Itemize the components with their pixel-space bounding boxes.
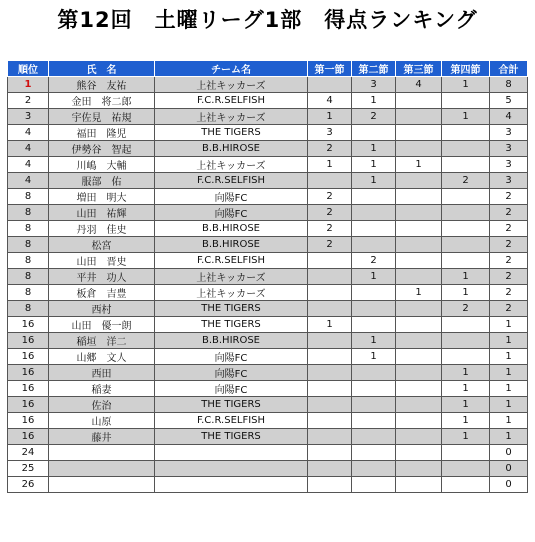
- section-2-cell: [352, 301, 396, 317]
- total-cell: 1: [490, 365, 528, 381]
- team-cell: 上社キッカーズ: [155, 285, 308, 301]
- section-1-cell: [308, 269, 352, 285]
- section-3-cell: [396, 253, 442, 269]
- total-cell: 2: [490, 189, 528, 205]
- section-3-cell: [396, 109, 442, 125]
- header-section-2: 第二節: [352, 61, 396, 77]
- section-1-cell: [308, 461, 352, 477]
- total-cell: 0: [490, 461, 528, 477]
- name-cell: 熊谷 友祐: [49, 77, 155, 93]
- total-cell: 1: [490, 333, 528, 349]
- team-cell: 上社キッカーズ: [155, 157, 308, 173]
- table-row: [8, 93, 528, 109]
- name-cell: 金田 将二郎: [49, 93, 155, 109]
- section-1-cell: 3: [308, 125, 352, 141]
- rank-cell: 25: [8, 461, 49, 477]
- section-3-cell: [396, 205, 442, 221]
- rank-cell: 16: [8, 349, 49, 365]
- table-row: [8, 365, 528, 381]
- table-row: [8, 173, 528, 189]
- name-cell: [49, 445, 155, 461]
- rank-cell: 16: [8, 413, 49, 429]
- team-cell: THE TIGERS: [155, 429, 308, 445]
- table-row: [8, 77, 528, 93]
- table-row: [8, 461, 528, 477]
- section-3-cell: [396, 317, 442, 333]
- rank-cell: 26: [8, 477, 49, 493]
- table-row: [8, 109, 528, 125]
- section-3-cell: 4: [396, 77, 442, 93]
- rank-cell: 8: [8, 205, 49, 221]
- section-4-cell: [442, 445, 490, 461]
- name-cell: 伊勢谷 智起: [49, 141, 155, 157]
- section-1-cell: [308, 333, 352, 349]
- section-1-cell: 1: [308, 157, 352, 173]
- header-section-4: 第四節: [442, 61, 490, 77]
- section-1-cell: [308, 397, 352, 413]
- header-total: 合計: [490, 61, 528, 77]
- name-cell: 藤井: [49, 429, 155, 445]
- team-cell: 向陽FC: [155, 189, 308, 205]
- section-1-cell: [308, 413, 352, 429]
- section-3-cell: [396, 333, 442, 349]
- section-4-cell: [442, 221, 490, 237]
- table-row: [8, 349, 528, 365]
- team-cell: F.C.R.SELFISH: [155, 253, 308, 269]
- rank-cell: 2: [8, 93, 49, 109]
- section-1-cell: [308, 285, 352, 301]
- total-cell: 1: [490, 349, 528, 365]
- rank-cell: 4: [8, 125, 49, 141]
- team-cell: [155, 445, 308, 461]
- rank-cell: 4: [8, 173, 49, 189]
- section-2-cell: [352, 429, 396, 445]
- section-2-cell: 1: [352, 349, 396, 365]
- rank-cell: 4: [8, 141, 49, 157]
- table-row: [8, 189, 528, 205]
- name-cell: 佐治: [49, 397, 155, 413]
- section-4-cell: 2: [442, 173, 490, 189]
- section-4-cell: 1: [442, 109, 490, 125]
- section-4-cell: [442, 189, 490, 205]
- name-cell: 山田 祐輝: [49, 205, 155, 221]
- team-cell: F.C.R.SELFISH: [155, 173, 308, 189]
- section-3-cell: [396, 269, 442, 285]
- team-cell: THE TIGERS: [155, 301, 308, 317]
- section-3-cell: [396, 141, 442, 157]
- name-cell: 宇佐見 祐規: [49, 109, 155, 125]
- total-cell: 2: [490, 221, 528, 237]
- name-cell: 川嶋 大輔: [49, 157, 155, 173]
- section-2-cell: [352, 237, 396, 253]
- section-3-cell: [396, 301, 442, 317]
- table-row: [8, 237, 528, 253]
- page-title: 第12回 土曜リーグ1部 得点ランキング: [57, 8, 478, 32]
- section-2-cell: 2: [352, 109, 396, 125]
- team-cell: 向陽FC: [155, 349, 308, 365]
- section-2-cell: [352, 413, 396, 429]
- table-row: [8, 413, 528, 429]
- table-row: [8, 157, 528, 173]
- section-3-cell: 1: [396, 157, 442, 173]
- name-cell: 西村: [49, 301, 155, 317]
- section-3-cell: [396, 477, 442, 493]
- section-3-cell: [396, 397, 442, 413]
- team-cell: 向陽FC: [155, 365, 308, 381]
- name-cell: 山田 優一朗: [49, 317, 155, 333]
- rank-cell: 8: [8, 285, 49, 301]
- section-4-cell: [442, 125, 490, 141]
- name-cell: 松宮: [49, 237, 155, 253]
- section-4-cell: [442, 253, 490, 269]
- section-2-cell: 1: [352, 157, 396, 173]
- header-row: [8, 61, 528, 77]
- name-cell: [49, 461, 155, 477]
- team-cell: B.B.HIROSE: [155, 237, 308, 253]
- total-cell: 2: [490, 269, 528, 285]
- team-cell: 上社キッカーズ: [155, 109, 308, 125]
- section-4-cell: 1: [442, 397, 490, 413]
- rank-cell: 8: [8, 189, 49, 205]
- section-4-cell: 1: [442, 269, 490, 285]
- section-4-cell: [442, 141, 490, 157]
- name-cell: 平井 功人: [49, 269, 155, 285]
- rank-cell: 16: [8, 381, 49, 397]
- header-rank: 順位: [8, 61, 49, 77]
- section-2-cell: [352, 205, 396, 221]
- name-cell: 服部 佑: [49, 173, 155, 189]
- section-2-cell: 1: [352, 93, 396, 109]
- section-4-cell: [442, 349, 490, 365]
- rank-cell: 8: [8, 269, 49, 285]
- total-cell: 4: [490, 109, 528, 125]
- section-2-cell: [352, 461, 396, 477]
- section-2-cell: [352, 397, 396, 413]
- team-cell: F.C.R.SELFISH: [155, 413, 308, 429]
- team-cell: 上社キッカーズ: [155, 269, 308, 285]
- name-cell: 福田 隆児: [49, 125, 155, 141]
- section-4-cell: 1: [442, 365, 490, 381]
- table-row: [8, 445, 528, 461]
- rank-cell: 8: [8, 237, 49, 253]
- section-3-cell: [396, 125, 442, 141]
- total-cell: 0: [490, 477, 528, 493]
- section-4-cell: [442, 205, 490, 221]
- section-2-cell: [352, 365, 396, 381]
- section-1-cell: [308, 349, 352, 365]
- section-4-cell: [442, 461, 490, 477]
- section-4-cell: [442, 477, 490, 493]
- rank-cell: 4: [8, 157, 49, 173]
- team-cell: F.C.R.SELFISH: [155, 93, 308, 109]
- section-1-cell: [308, 477, 352, 493]
- name-cell: 稲妻: [49, 381, 155, 397]
- section-1-cell: 2: [308, 189, 352, 205]
- total-cell: 1: [490, 397, 528, 413]
- table-row: [8, 253, 528, 269]
- section-2-cell: [352, 221, 396, 237]
- section-1-cell: [308, 301, 352, 317]
- section-2-cell: 2: [352, 253, 396, 269]
- section-4-cell: [442, 333, 490, 349]
- section-1-cell: 1: [308, 317, 352, 333]
- section-1-cell: [308, 445, 352, 461]
- team-cell: B.B.HIROSE: [155, 221, 308, 237]
- total-cell: 2: [490, 205, 528, 221]
- table-row: [8, 429, 528, 445]
- rank-cell: 16: [8, 333, 49, 349]
- section-1-cell: [308, 77, 352, 93]
- table-row: [8, 397, 528, 413]
- table-row: [8, 141, 528, 157]
- table-row: [8, 269, 528, 285]
- total-cell: 8: [490, 77, 528, 93]
- name-cell: 西田: [49, 365, 155, 381]
- team-cell: 向陽FC: [155, 205, 308, 221]
- section-3-cell: [396, 413, 442, 429]
- total-cell: 3: [490, 173, 528, 189]
- team-cell: THE TIGERS: [155, 317, 308, 333]
- total-cell: 3: [490, 157, 528, 173]
- section-4-cell: 1: [442, 381, 490, 397]
- header-team: チーム名: [155, 61, 308, 77]
- name-cell: 山原: [49, 413, 155, 429]
- section-1-cell: [308, 173, 352, 189]
- table-row: [8, 125, 528, 141]
- team-cell: [155, 461, 308, 477]
- team-cell: 上社キッカーズ: [155, 77, 308, 93]
- table-row: [8, 381, 528, 397]
- section-3-cell: [396, 237, 442, 253]
- total-cell: 5: [490, 93, 528, 109]
- section-3-cell: [396, 173, 442, 189]
- section-4-cell: 1: [442, 429, 490, 445]
- rank-cell: 16: [8, 317, 49, 333]
- team-cell: [155, 477, 308, 493]
- total-cell: 3: [490, 141, 528, 157]
- total-cell: 1: [490, 381, 528, 397]
- rank-cell: 8: [8, 221, 49, 237]
- table-row: [8, 205, 528, 221]
- section-1-cell: 2: [308, 205, 352, 221]
- section-2-cell: 3: [352, 77, 396, 93]
- name-cell: 山田 晋史: [49, 253, 155, 269]
- team-cell: B.B.HIROSE: [155, 141, 308, 157]
- section-3-cell: [396, 461, 442, 477]
- section-4-cell: 1: [442, 77, 490, 93]
- total-cell: 2: [490, 237, 528, 253]
- section-2-cell: 1: [352, 333, 396, 349]
- section-2-cell: [352, 285, 396, 301]
- header-name: 氏 名: [49, 61, 155, 77]
- team-cell: 向陽FC: [155, 381, 308, 397]
- total-cell: 1: [490, 317, 528, 333]
- section-2-cell: [352, 445, 396, 461]
- section-4-cell: 1: [442, 285, 490, 301]
- table-row: [8, 285, 528, 301]
- rank-cell: 24: [8, 445, 49, 461]
- header-section-1: 第一節: [308, 61, 352, 77]
- rank-cell: 1: [8, 77, 49, 93]
- name-cell: 板倉 吉豊: [49, 285, 155, 301]
- section-3-cell: [396, 221, 442, 237]
- section-1-cell: [308, 253, 352, 269]
- rank-cell: 8: [8, 301, 49, 317]
- team-cell: THE TIGERS: [155, 397, 308, 413]
- team-cell: B.B.HIROSE: [155, 333, 308, 349]
- total-cell: 3: [490, 125, 528, 141]
- section-3-cell: [396, 365, 442, 381]
- name-cell: 稲垣 洋二: [49, 333, 155, 349]
- section-3-cell: [396, 381, 442, 397]
- rank-cell: 16: [8, 429, 49, 445]
- header-section-3: 第三節: [396, 61, 442, 77]
- section-4-cell: 1: [442, 413, 490, 429]
- table-row: [8, 317, 528, 333]
- section-1-cell: [308, 381, 352, 397]
- section-1-cell: [308, 429, 352, 445]
- section-3-cell: [396, 429, 442, 445]
- total-cell: 2: [490, 285, 528, 301]
- rank-cell: 3: [8, 109, 49, 125]
- section-4-cell: 2: [442, 301, 490, 317]
- total-cell: 1: [490, 413, 528, 429]
- total-cell: 0: [490, 445, 528, 461]
- table-row: [8, 221, 528, 237]
- total-cell: 1: [490, 429, 528, 445]
- section-3-cell: 1: [396, 285, 442, 301]
- name-cell: 丹羽 佳史: [49, 221, 155, 237]
- section-4-cell: [442, 157, 490, 173]
- total-cell: 2: [490, 253, 528, 269]
- name-cell: [49, 477, 155, 493]
- ranking-table: [7, 60, 528, 493]
- section-2-cell: [352, 317, 396, 333]
- section-3-cell: [396, 189, 442, 205]
- section-1-cell: 4: [308, 93, 352, 109]
- section-1-cell: [308, 365, 352, 381]
- section-2-cell: 1: [352, 173, 396, 189]
- section-3-cell: [396, 445, 442, 461]
- rank-cell: 16: [8, 397, 49, 413]
- table-row: [8, 477, 528, 493]
- section-1-cell: 1: [308, 109, 352, 125]
- total-cell: 2: [490, 301, 528, 317]
- name-cell: 増田 明大: [49, 189, 155, 205]
- name-cell: 山郷 文人: [49, 349, 155, 365]
- section-2-cell: [352, 125, 396, 141]
- rank-cell: 16: [8, 365, 49, 381]
- section-3-cell: [396, 349, 442, 365]
- section-3-cell: [396, 93, 442, 109]
- section-2-cell: 1: [352, 269, 396, 285]
- section-1-cell: 2: [308, 237, 352, 253]
- section-1-cell: 2: [308, 141, 352, 157]
- section-4-cell: [442, 317, 490, 333]
- section-1-cell: 2: [308, 221, 352, 237]
- team-cell: THE TIGERS: [155, 125, 308, 141]
- section-2-cell: 1: [352, 141, 396, 157]
- table-row: [8, 333, 528, 349]
- section-2-cell: [352, 189, 396, 205]
- rank-cell: 8: [8, 253, 49, 269]
- table-row: [8, 301, 528, 317]
- section-2-cell: [352, 477, 396, 493]
- section-4-cell: [442, 93, 490, 109]
- section-2-cell: [352, 381, 396, 397]
- section-4-cell: [442, 237, 490, 253]
